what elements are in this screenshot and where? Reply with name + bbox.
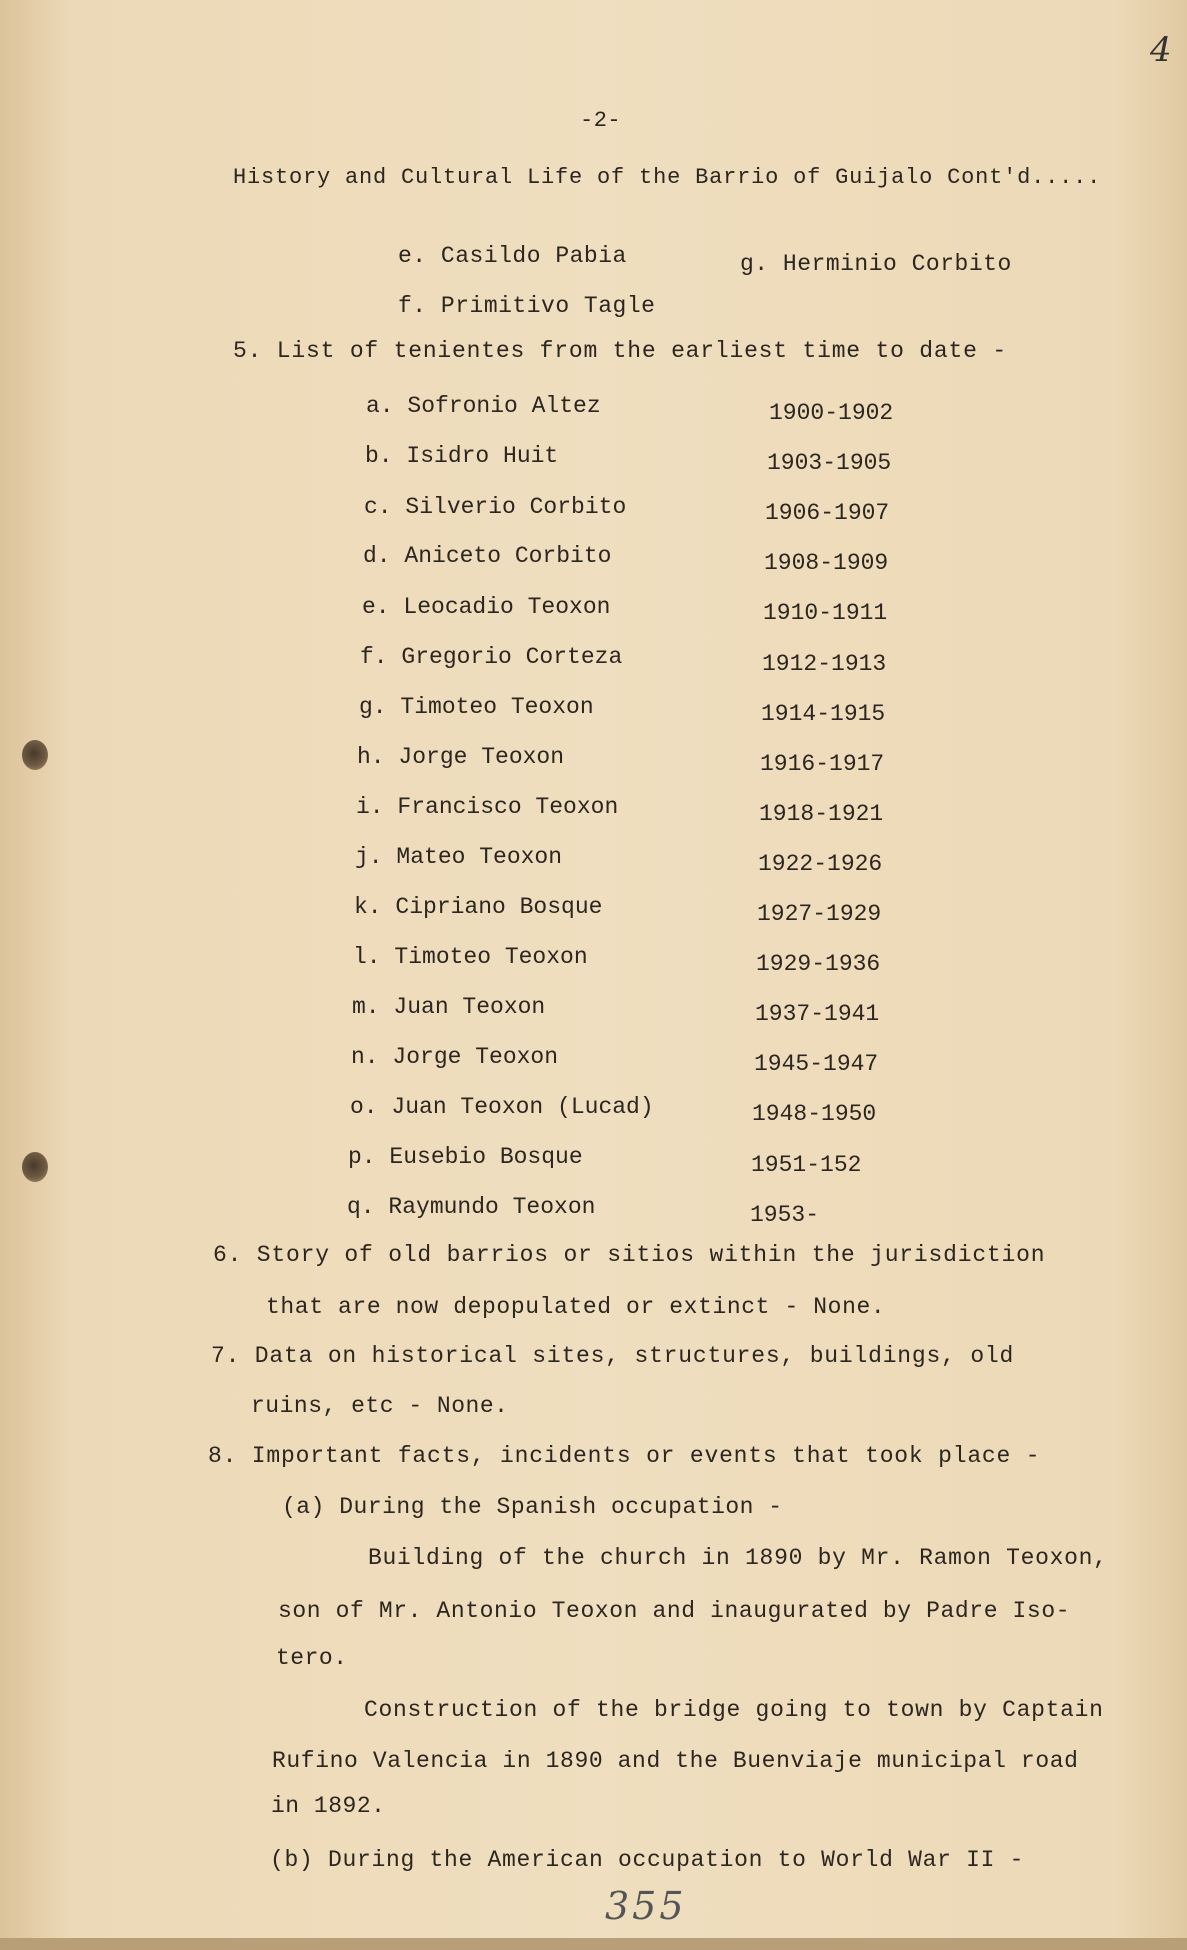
teniente-name: h. Jorge Teoxon xyxy=(357,744,565,770)
footer-number: 355 xyxy=(605,1884,687,1928)
teniente-years: 1937-1941 xyxy=(755,1001,880,1027)
teniente-years: 1922-1926 xyxy=(758,851,883,877)
teniente-years: 1900-1902 xyxy=(769,400,894,426)
teniente-years: 1914-1915 xyxy=(761,701,886,727)
teniente-name: i. Francisco Teoxon xyxy=(356,794,619,820)
item-8a-heading: (a) During the Spanish occupation - xyxy=(282,1494,783,1520)
teniente-name: n. Jorge Teoxon xyxy=(351,1044,559,1070)
teniente-years: 1929-1936 xyxy=(756,951,881,977)
teniente-years: 1953- xyxy=(750,1202,820,1228)
item-8-heading: 8. Important facts, incidents or events that took place - xyxy=(208,1443,1041,1469)
teniente-years: 1903-1905 xyxy=(767,450,892,476)
teniente-name: k. Cipriano Bosque xyxy=(354,894,603,920)
teniente-name: c. Silverio Corbito xyxy=(364,494,627,520)
prev-list-item: g. Herminio Corbito xyxy=(740,251,1012,277)
teniente-name: o. Juan Teoxon (Lucad) xyxy=(350,1094,654,1120)
teniente-years: 1912-1913 xyxy=(762,651,887,677)
teniente-name: a. Sofronio Altez xyxy=(366,393,601,419)
teniente-name: f. Gregorio Corteza xyxy=(360,644,623,670)
teniente-years: 1916-1917 xyxy=(760,751,885,777)
teniente-years: 1908-1909 xyxy=(764,550,889,576)
teniente-years: 1927-1929 xyxy=(757,901,882,927)
paragraph-line: tero. xyxy=(276,1645,348,1671)
paragraph-line: Rufino Valencia in 1890 and the Buenviaje municipal road xyxy=(272,1748,1079,1774)
teniente-years: 1918-1921 xyxy=(759,801,884,827)
paragraph-line: Building of the church in 1890 by Mr. Ramon Teoxon, xyxy=(368,1545,1108,1571)
teniente-years: 1951-152 xyxy=(751,1152,862,1178)
page-marker: -2- xyxy=(580,108,622,133)
item-6-line: 6. Story of old barrios or sitios within the jurisdiction xyxy=(213,1242,1046,1268)
paragraph-line: in 1892. xyxy=(271,1793,386,1819)
item-7-line: ruins, etc - None. xyxy=(251,1393,509,1419)
teniente-name: g. Timoteo Teoxon xyxy=(359,694,594,720)
item-5-heading: 5. List of tenientes from the earliest time to date - xyxy=(233,338,1007,364)
teniente-years: 1906-1907 xyxy=(765,500,890,526)
item-8b-heading: (b) During the American occupation to World War II - xyxy=(270,1847,1025,1873)
teniente-name: m. Juan Teoxon xyxy=(352,994,546,1020)
teniente-name: q. Raymundo Teoxon xyxy=(347,1194,596,1220)
paragraph-line: son of Mr. Antonio Teoxon and inaugurated by Padre Iso- xyxy=(278,1598,1071,1624)
teniente-years: 1945-1947 xyxy=(754,1051,879,1077)
paragraph-line: Construction of the bridge going to town by Captain xyxy=(364,1697,1104,1723)
teniente-name: d. Aniceto Corbito xyxy=(363,543,612,569)
prev-list-item: e. Casildo Pabia xyxy=(398,243,627,269)
teniente-name: b. Isidro Huit xyxy=(365,443,559,469)
prev-list-item: f. Primitivo Tagle xyxy=(398,293,656,319)
item-7-line: 7. Data on historical sites, structures, buildings, old xyxy=(211,1343,1015,1369)
heading: History and Cultural Life of the Barrio of Guijalo Cont'd..... xyxy=(233,165,1102,190)
teniente-name: l. Timoteo Teoxon xyxy=(353,944,588,970)
punch-hole xyxy=(22,740,48,770)
teniente-years: 1910-1911 xyxy=(763,600,888,626)
teniente-name: p. Eusebio Bosque xyxy=(348,1144,583,1170)
teniente-years: 1948-1950 xyxy=(752,1101,877,1127)
item-6-line: that are now depopulated or extinct - None. xyxy=(266,1294,886,1320)
teniente-name: e. Leocadio Teoxon xyxy=(362,594,611,620)
page-number: 4 xyxy=(1150,30,1172,70)
teniente-name: j. Mateo Teoxon xyxy=(355,844,563,870)
punch-hole xyxy=(22,1152,48,1182)
page-edge xyxy=(0,1938,1187,1950)
